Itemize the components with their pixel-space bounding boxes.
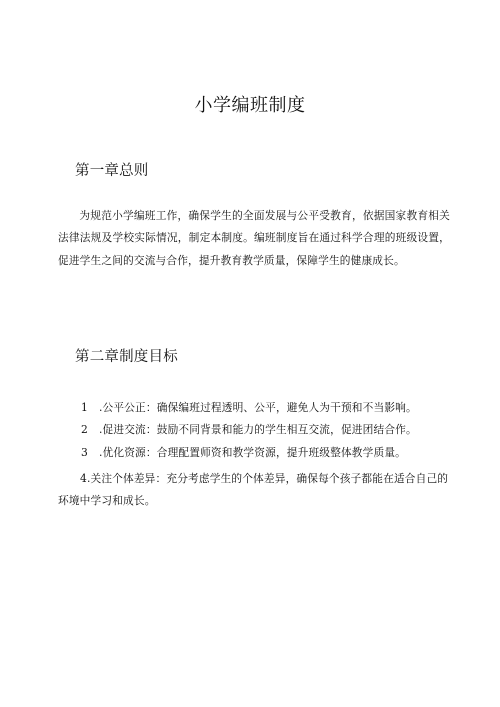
goal-number: 3 [81, 445, 88, 459]
goal-number: 1 [81, 401, 88, 414]
goals-list [58, 397, 450, 512]
goal-item [58, 419, 450, 441]
goal-text: .促进交流：鼓励不同背景和能力的学生相互交流，促进团结合作。 [99, 423, 417, 437]
goal-text: .公平公正：确保编班过程透明、公平，避免人为干预和不当影响。 [99, 401, 417, 414]
goal-text: .优化资源：合理配置师资和教学资源，提升班级整体教学质量。 [99, 445, 406, 459]
goal-item [58, 442, 450, 464]
goal-number: 2 [81, 423, 88, 437]
goal-item [58, 468, 450, 513]
document-title: 小学编班制度 [194, 95, 306, 116]
chapter-1-heading: 第一章总则 [75, 163, 149, 179]
goal-item [58, 397, 450, 419]
chapter-2-heading: 第二章制度目标 [75, 349, 178, 365]
chapter-1-paragraph: 为规范小学编班工作，确保学生的全面发展与公平受教育，依据国家教育相关法律法规及学校实际情况，制定本制度。编班制度旨在通过科学合理的班级设置，促进学生之间的交流与合作，提升教育教学质量，保障学生的健康成长。 [58, 209, 450, 267]
goal-text: 4.关注个体差异：充分考虑学生的个体差异，确保每个孩子都能在适合自己的环境中学习和成长。 [58, 471, 449, 508]
